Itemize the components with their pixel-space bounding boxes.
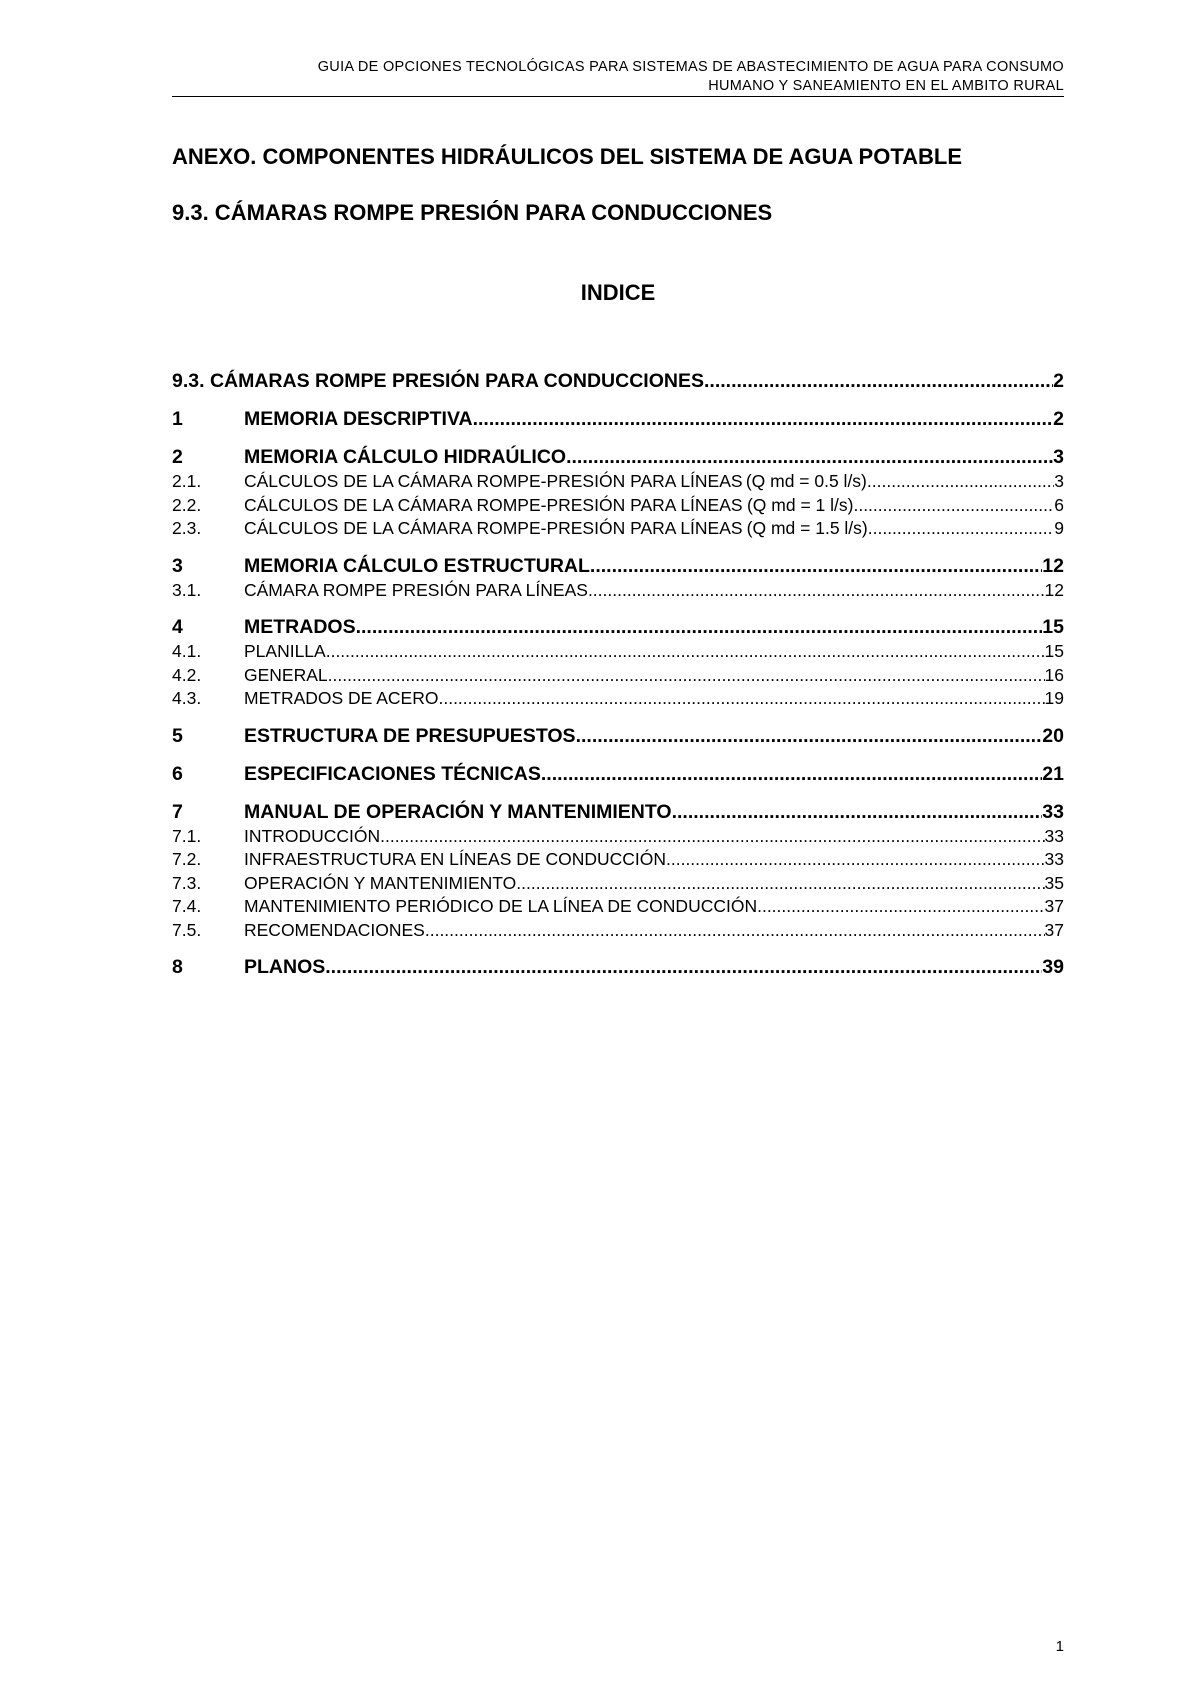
toc-leader xyxy=(704,370,1053,393)
toc-entry-label: PLANILLA xyxy=(244,641,326,661)
toc-leader xyxy=(380,826,1044,847)
toc-subentry[interactable] xyxy=(172,688,1064,712)
toc-entry-page: 2 xyxy=(1053,370,1064,392)
toc-leader xyxy=(516,873,1044,894)
toc-leader xyxy=(853,495,1054,516)
toc-entry-label: CÁLCULOS DE LA CÁMARA ROMPE-PRESIÓN PARA LÍNEAS xyxy=(244,518,743,538)
toc-entry-number: 7.3. xyxy=(172,872,202,893)
toc-entry[interactable] xyxy=(172,616,1064,641)
toc-subentry[interactable] xyxy=(172,873,1064,897)
header-rule xyxy=(172,96,1064,97)
toc-subentry[interactable] xyxy=(172,641,1064,665)
toc-entry-page: 15 xyxy=(1044,641,1064,661)
toc-entry-number: 4.1. xyxy=(172,641,202,661)
toc-leader xyxy=(425,920,1045,941)
toc-entry-page: 12 xyxy=(1042,554,1064,577)
toc-subentry[interactable] xyxy=(172,920,1064,944)
toc-entry[interactable] xyxy=(172,446,1064,471)
toc-entry-page: 6 xyxy=(1054,494,1064,515)
toc-leader xyxy=(666,849,1045,870)
toc-leader xyxy=(541,763,1042,786)
toc-entry-page: 3 xyxy=(1053,446,1064,468)
toc-entry-page: 19 xyxy=(1044,688,1064,708)
toc-leader xyxy=(326,641,1045,662)
toc-subentry[interactable] xyxy=(172,518,1064,542)
toc-leader xyxy=(677,801,1042,824)
toc-entry-number: 6 xyxy=(172,762,183,785)
toc-entry-label: CÁMARA ROMPE PRESIÓN PARA LÍNEAS xyxy=(244,579,588,600)
toc-subentry[interactable] xyxy=(172,580,1064,604)
toc-entry-number: 8 xyxy=(172,956,183,978)
toc-entry-page: 12 xyxy=(1044,579,1064,600)
table-of-contents xyxy=(172,370,1064,981)
toc-entry-label: RECOMENDACIONES xyxy=(244,919,425,940)
header-line-1: GUIA DE OPCIONES TECNOLÓGICAS PARA SISTEMAS DE ABASTECIMIENTO DE AGUA PARA CONSUMO xyxy=(317,59,1064,75)
toc-entry-number: 1 xyxy=(172,408,183,430)
toc-entry-number: 2.2. xyxy=(172,494,202,515)
toc-entry-page: 33 xyxy=(1044,825,1064,846)
toc-leader xyxy=(328,665,1045,686)
toc-subentry[interactable] xyxy=(172,849,1064,873)
toc-entry[interactable] xyxy=(172,801,1064,826)
toc-entry-label: ESPECIFICACIONES TÉCNICAS xyxy=(244,762,541,785)
toc-entry-label: MEMORIA CÁLCULO HIDRAÚLICO xyxy=(244,446,567,468)
toc-entry-page: 9 xyxy=(1054,518,1064,538)
toc-entry-number: 3 xyxy=(172,554,183,577)
toc-entry[interactable] xyxy=(172,555,1064,580)
toc-entry-label: MANUAL DE OPERACIÓN Y MANTENIMIENTO. xyxy=(244,800,678,823)
toc-entry-label: PLANOS xyxy=(244,956,326,978)
toc-entry-page: 37 xyxy=(1044,896,1064,916)
toc-entry-number: 7.2. xyxy=(172,849,202,869)
toc-entry-page: 35 xyxy=(1044,872,1064,893)
toc-leader xyxy=(325,956,1042,979)
toc-entry-number: 2.1. xyxy=(172,471,202,491)
toc-subentry[interactable] xyxy=(172,665,1064,689)
toc-entry-page: 15 xyxy=(1042,616,1064,638)
toc-leader xyxy=(473,408,1054,431)
toc-entry-label: INFRAESTRUCTURA EN LÍNEAS DE CONDUCCIÓN xyxy=(244,849,666,869)
toc-leader xyxy=(588,580,1045,601)
toc-entry-label: CÁLCULOS DE LA CÁMARA ROMPE-PRESIÓN PARA LÍNEAS xyxy=(244,471,743,491)
toc-leader xyxy=(438,688,1044,709)
toc-leader xyxy=(576,725,1043,748)
toc-entry-label: MEMORIA CÁLCULO ESTRUCTURAL xyxy=(244,554,590,577)
toc-entry-page: 39 xyxy=(1042,956,1064,978)
toc-leader xyxy=(868,518,1055,539)
toc-subentry[interactable] xyxy=(172,471,1064,495)
header-line-2: HUMANO Y SANEAMIENTO EN EL AMBITO RURAL xyxy=(708,78,1064,94)
toc-subentry[interactable] xyxy=(172,826,1064,850)
annex-title: ANEXO. COMPONENTES HIDRÁULICOS DEL SISTEMA DE AGUA POTABLE xyxy=(172,144,963,169)
toc-entry-label: 9.3. CÁMARAS ROMPE PRESIÓN PARA CONDUCCIONES xyxy=(172,370,704,392)
toc-entry-flow: (Q md = 1 l/s) xyxy=(746,494,854,515)
toc-entry-number: 4.3. xyxy=(172,688,202,708)
toc-entry[interactable] xyxy=(172,725,1064,750)
toc-entry-number: 4 xyxy=(172,616,183,638)
index-heading: INDICE xyxy=(580,280,656,305)
toc-entry-label: GENERAL xyxy=(244,664,328,685)
toc-entry-number: 4.2. xyxy=(172,664,202,685)
toc-entry-number: 5 xyxy=(172,724,183,747)
toc-entry-label: INTRODUCCIÓN xyxy=(244,825,381,846)
toc-entry-label: MEMORIA DESCRIPTIVA xyxy=(244,408,473,430)
toc-leader xyxy=(757,896,1044,917)
toc-entry-page: 20 xyxy=(1042,724,1064,747)
toc-entry-page: 33 xyxy=(1042,800,1064,823)
running-header xyxy=(172,58,1064,96)
toc-entry-flow: (Q md = 0.5 l/s) xyxy=(745,471,867,491)
toc-entry[interactable] xyxy=(172,763,1064,788)
toc-entry[interactable] xyxy=(172,408,1064,433)
toc-entry-label: METRADOS xyxy=(244,616,356,638)
toc-subentry[interactable] xyxy=(172,896,1064,920)
toc-entry-flow: (Q md = 1.5 l/s) xyxy=(746,518,868,538)
toc-entry-page: 33 xyxy=(1044,849,1064,869)
toc-entry-number: 7.4. xyxy=(172,896,202,916)
toc-entry-number: 7.1. xyxy=(172,825,202,846)
toc-entry[interactable] xyxy=(172,370,1064,395)
toc-entry-label: ESTRUCTURA DE PRESUPUESTOS xyxy=(244,724,576,747)
toc-entry-number: 3.1. xyxy=(172,579,202,600)
toc-entry-page: 37 xyxy=(1044,919,1064,940)
section-title: 9.3. CÁMARAS ROMPE PRESIÓN PARA CONDUCCIONES xyxy=(172,200,773,225)
toc-entry-page: 16 xyxy=(1044,664,1064,685)
toc-leader xyxy=(356,616,1043,639)
toc-entry-number: 7.5. xyxy=(172,919,202,940)
toc-entry-page: 21 xyxy=(1042,762,1064,785)
toc-leader xyxy=(566,446,1053,469)
page-number: 1 xyxy=(1055,1638,1064,1655)
toc-entry-label: CÁLCULOS DE LA CÁMARA ROMPE-PRESIÓN PARA LÍNEAS xyxy=(244,494,743,515)
toc-leader xyxy=(867,471,1054,492)
toc-entry-label: MANTENIMIENTO PERIÓDICO DE LA LÍNEA DE CONDUCCIÓN xyxy=(244,896,758,916)
toc-entry-page: 2 xyxy=(1053,408,1064,430)
toc-entry-number: 2 xyxy=(172,446,183,468)
toc-entry[interactable] xyxy=(172,956,1064,981)
toc-leader xyxy=(590,555,1042,578)
toc-entry-label: METRADOS DE ACERO xyxy=(244,688,439,708)
toc-entry-page: 3 xyxy=(1054,471,1064,491)
toc-entry-label: OPERACIÓN Y MANTENIMIENTO xyxy=(244,872,517,893)
toc-subentry[interactable] xyxy=(172,495,1064,519)
toc-entry-number: 2.3. xyxy=(172,518,202,538)
toc-entry-number: 7 xyxy=(172,800,183,823)
